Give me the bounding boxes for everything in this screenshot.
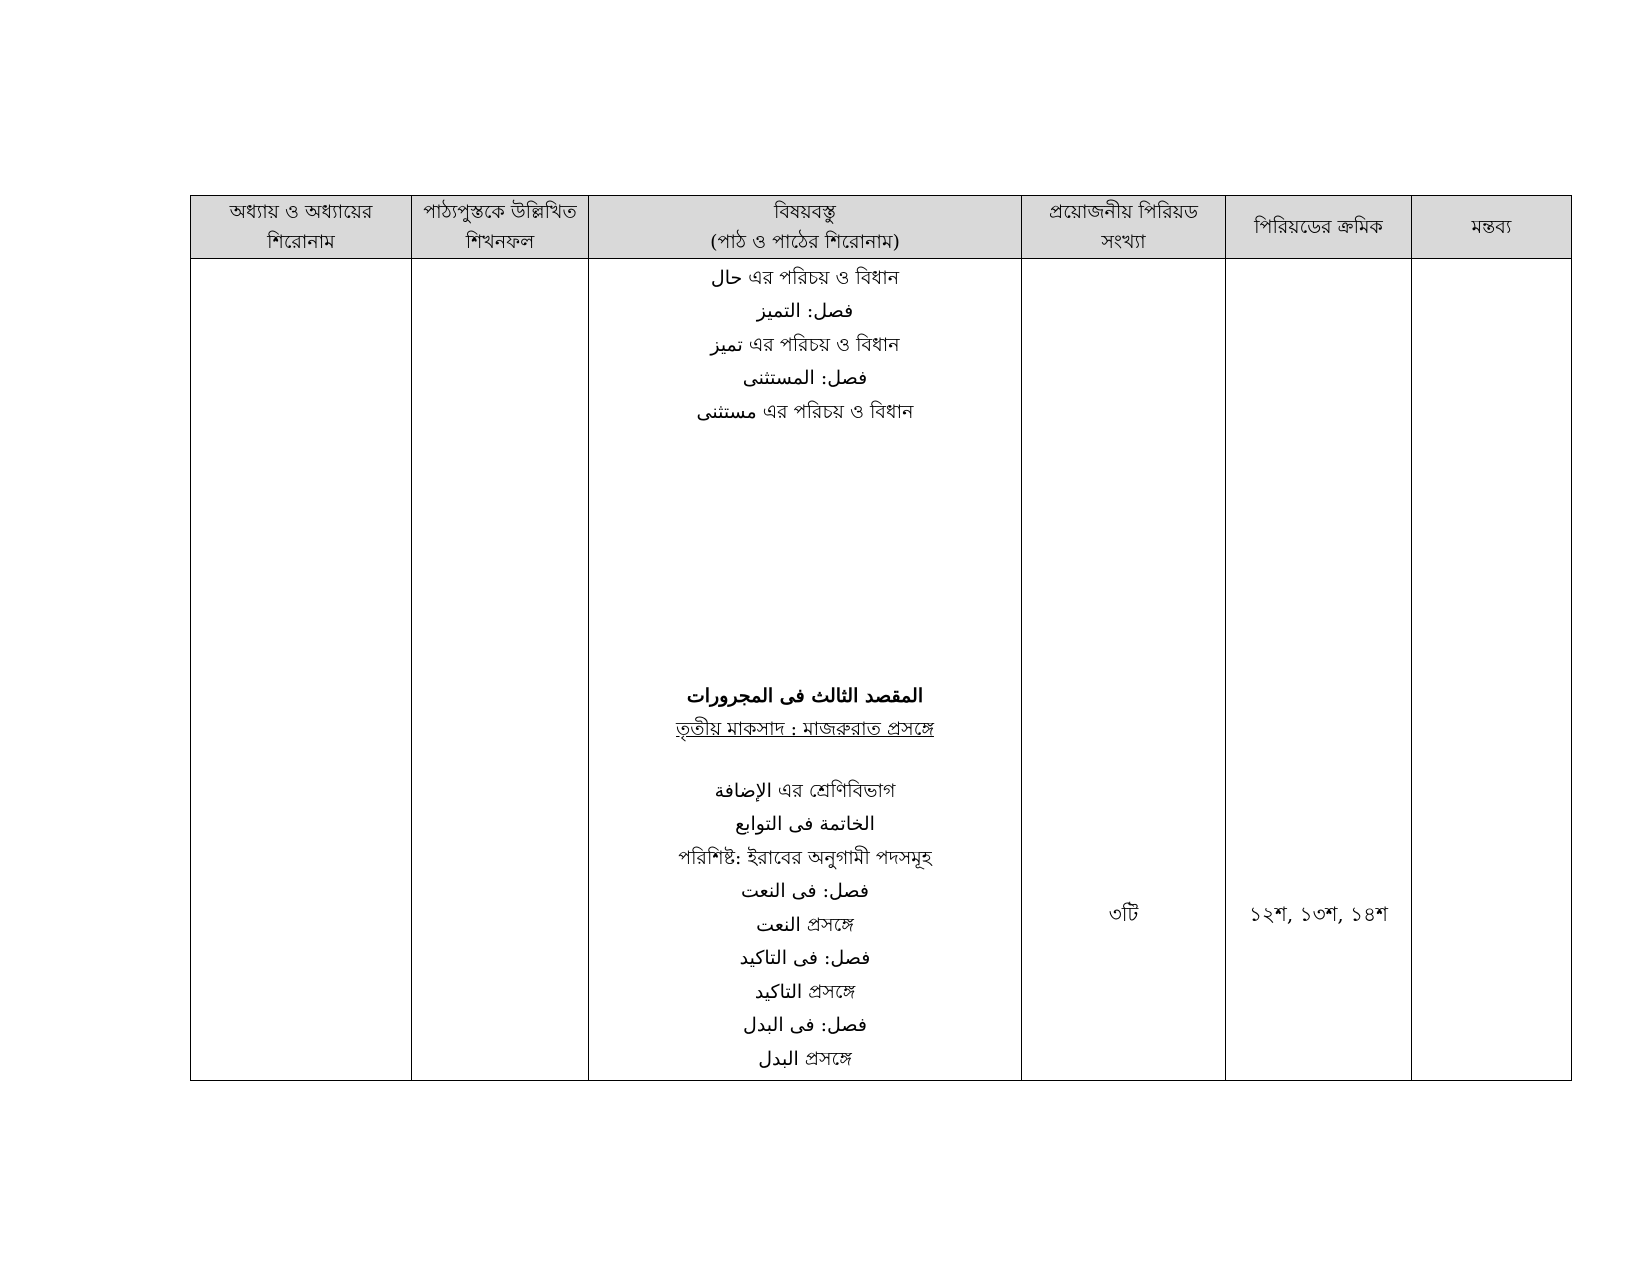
section-heading-bengali: তৃতীয় মাকসাদ : মাজরুরাত প্রসঙ্গে: [676, 718, 934, 740]
content-line: التاكيد প্রসঙ্গে: [754, 981, 856, 1003]
period-count-value: ৩টি: [1108, 902, 1139, 926]
header-chapter-title-line1: অধ্যায় ও অধ্যায়ের: [229, 201, 373, 223]
header-chapter-title-line2: শিরোনাম: [267, 231, 335, 253]
cell-chapter-title: [191, 259, 412, 1081]
content-line: مستثنى এর পরিচয় ও বিধান: [696, 401, 914, 423]
header-remarks-line1: মন্তব্য: [1471, 216, 1512, 238]
header-learning-outcome-line1: পাঠ্যপুস্তকে উল্লিখিত: [423, 201, 577, 223]
period-serial-value: ১২শ, ১৩শ, ১৪শ: [1249, 902, 1388, 926]
header-chapter-title: [191, 196, 412, 259]
content-line: فصل: فى البدل: [743, 1014, 867, 1036]
content-line: فصل: المستثنى: [742, 367, 868, 389]
header-period-serial-line1: পিরিয়ডের ক্রমিক: [1254, 216, 1383, 238]
header-period-count-line2: সংখ্যা: [1101, 231, 1146, 253]
cell-remarks: [1412, 259, 1572, 1081]
header-learning-outcome: [412, 196, 589, 259]
cell-content: [589, 259, 1022, 1081]
content-line: الإضافة এর শ্রেণিবিভাগ: [714, 780, 896, 802]
cell-learning-outcome: [412, 259, 589, 1081]
content-line: تميز এর পরিচয় ও বিধান: [710, 334, 900, 356]
content-line: البدل প্রসঙ্গে: [758, 1048, 852, 1070]
content-line: فصل: فى النعت: [741, 880, 869, 902]
content-line: فصل: فى التاكيد: [739, 947, 871, 969]
header-content-line1: বিষয়বস্তু: [774, 201, 836, 223]
header-period-count-line1: প্রয়োজনীয় পিরিয়ড: [1049, 201, 1198, 223]
cell-period-serial: [1226, 259, 1412, 1081]
content-line: পরিশিষ্ট: ইরাবের অনুগামী পদসমূহ: [678, 847, 932, 869]
section-heading-arabic: المقصد الثالث فى المجرورات: [686, 685, 924, 707]
content-line: حال এর পরিচয় ও বিধান: [710, 267, 900, 289]
content-line: الخاتمة فى التوابع: [735, 813, 875, 835]
header-content-line2: (পাঠ ও পাঠের শিরোনাম): [710, 231, 900, 253]
header-remarks: [1412, 196, 1572, 259]
curriculum-table: [190, 195, 1572, 1081]
content-line: النعت প্রসঙ্গে: [756, 914, 854, 936]
header-period-serial: [1226, 196, 1412, 259]
content-line: فصل: التميز: [756, 300, 854, 322]
header-learning-outcome-line2: শিখনফল: [465, 231, 535, 253]
header-content: [589, 196, 1022, 259]
table-row: [191, 259, 1572, 1081]
header-row: [191, 196, 1572, 259]
curriculum-table-wrapper: [190, 195, 1571, 1081]
cell-period-count: [1022, 259, 1226, 1081]
header-period-count: [1022, 196, 1226, 259]
